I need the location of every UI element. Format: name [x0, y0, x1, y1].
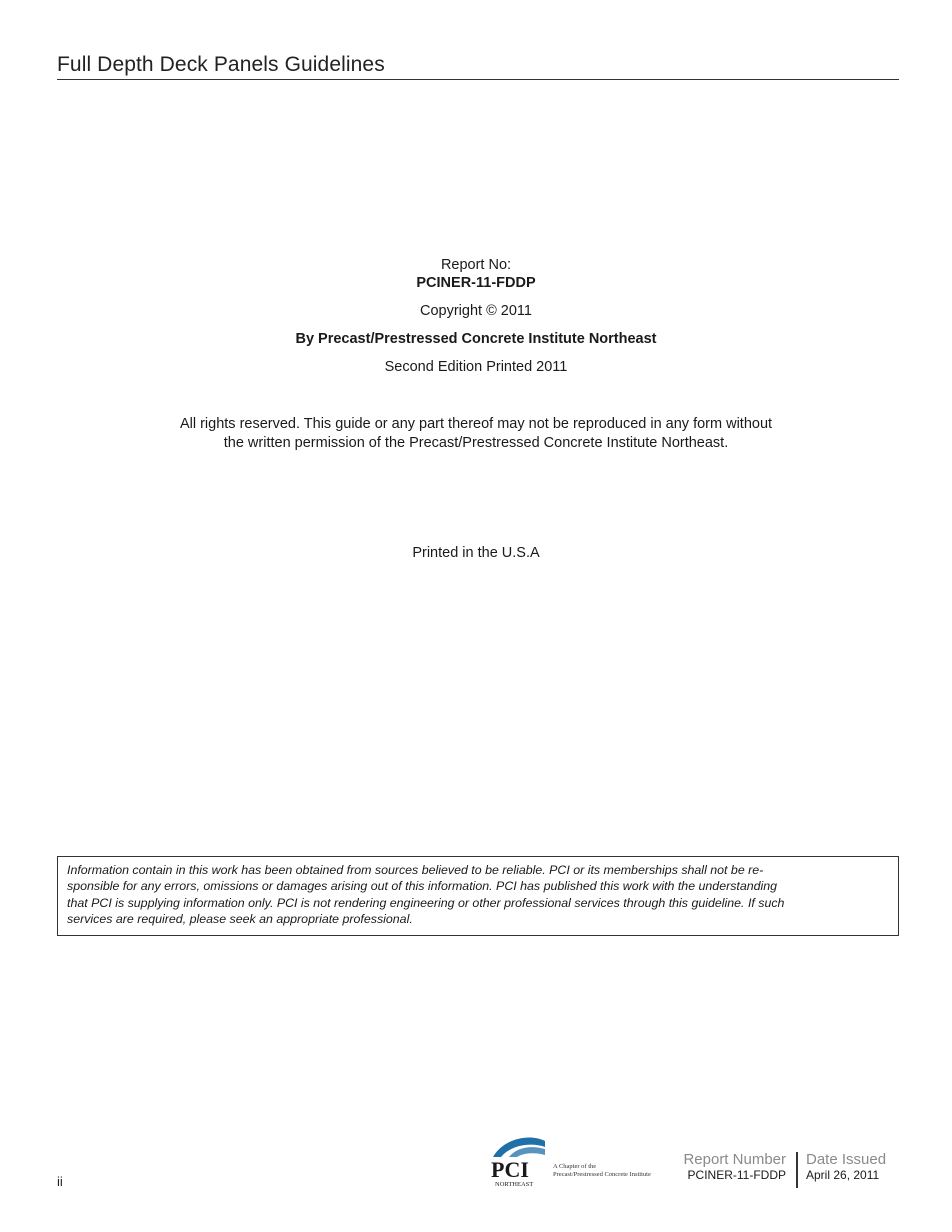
- header-rule: [57, 79, 899, 80]
- footer-divider: [796, 1152, 798, 1188]
- disclaimer-box: [57, 856, 899, 936]
- footer-date-value: April 26, 2011: [806, 1168, 880, 1182]
- rights-statement: [0, 415, 952, 453]
- disclaimer-line-2: sponsible for any errors, omissions or damages arising out of this information. PCI has published this work with the understanding: [67, 879, 778, 894]
- logo-tagline-line-1: A Chapter of the: [553, 1163, 597, 1170]
- publisher-name: By Precast/Prestressed Concrete Institute Northeast: [295, 331, 657, 347]
- copyright-notice: Copyright © 2011: [420, 303, 532, 319]
- footer-report-number-value: PCINER-11-FDDP: [687, 1168, 786, 1182]
- pci-logo-subtitle: NORTHEAST: [495, 1181, 534, 1188]
- logo-tagline: [553, 1163, 651, 1179]
- report-number-label: Report No:: [440, 257, 512, 273]
- disclaimer-line-3: that PCI is supplying information only. PCI is not rendering engineering or other professional services through this guideline. If such: [67, 895, 785, 910]
- logo-tagline-line-2: Precast/Prestressed Concrete Institute: [553, 1171, 651, 1178]
- pci-logo-arc-inner: [509, 1147, 545, 1157]
- rights-line-2: the written permission of the Precast/Prestressed Concrete Institute Northeast.: [223, 435, 729, 451]
- disclaimer-line-1: Information contain in this work has been obtained from sources believed to be reliable. PCI or its memberships shall not be re-: [67, 863, 764, 877]
- pci-logo: [489, 1133, 549, 1189]
- edition-note: Second Edition Printed 2011: [384, 359, 568, 375]
- footer-date-label: Date Issued: [806, 1151, 887, 1168]
- rights-line-1: All rights reserved. This guide or any part thereof may not be reproduced in any form without: [179, 416, 773, 432]
- pci-logo-wordmark: PCI: [491, 1157, 529, 1182]
- footer-report-number: [683, 1151, 786, 1182]
- report-number: PCINER-11-FDDP: [416, 275, 536, 291]
- footer-date-issued: [806, 1151, 886, 1182]
- page-number: ii: [57, 1174, 63, 1189]
- printed-location: Printed in the U.S.A: [412, 545, 540, 561]
- disclaimer-line-4: services are required, please seek an appropriate professional.: [67, 911, 413, 926]
- document-title: Full Depth Deck Panels Guidelines: [57, 53, 385, 76]
- footer-report-number-label: Report Number: [683, 1151, 786, 1168]
